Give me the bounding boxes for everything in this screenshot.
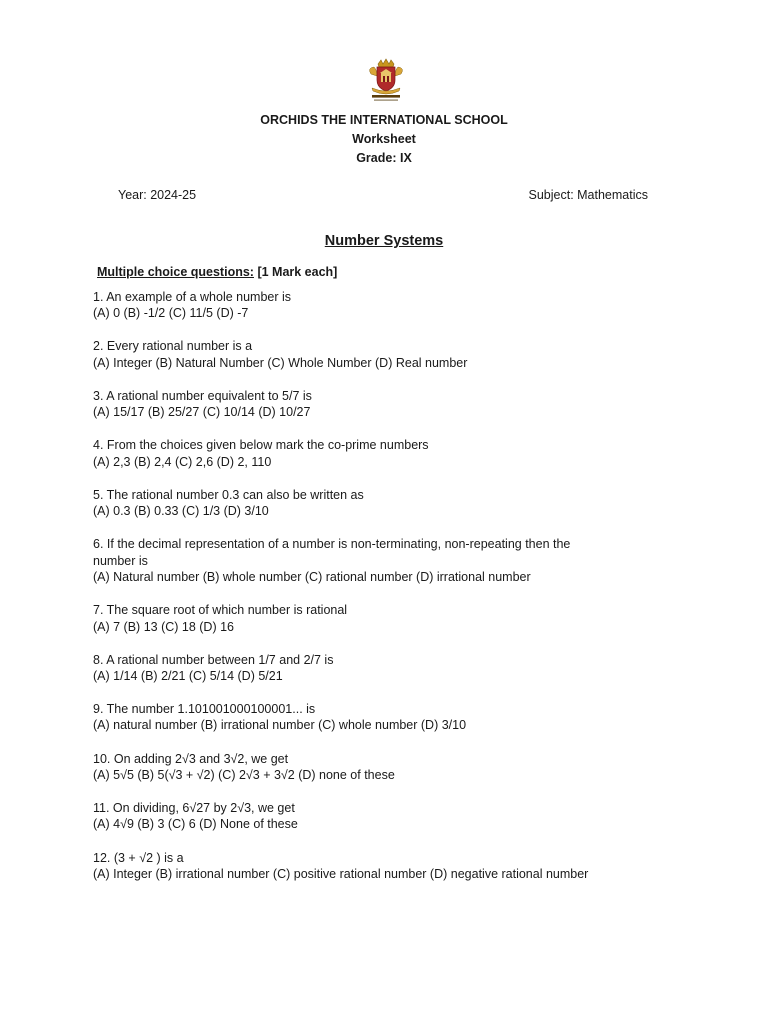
question-stem: 12. (3 + √2 ) is a: [93, 850, 184, 865]
question-stem: 9. The number 1.101001000100001... is: [93, 702, 316, 717]
page-title-text: Number Systems: [324, 233, 444, 249]
question-stem: 10. On adding 2√3 and 3√2, we get: [93, 751, 289, 766]
question-stem: 6. If the decimal representation of a number is non-terminating, non-repeating then the number is: [93, 537, 571, 568]
question-item: [93, 388, 613, 421]
question-stem: 8. A rational number between 1/7 and 2/7 is: [93, 652, 334, 667]
question-stem: 2. Every rational number is a: [93, 339, 253, 354]
subject-label: Subject: Mathematics: [528, 188, 648, 202]
question-item: [93, 602, 613, 635]
question-stem: 1. An example of a whole number is: [93, 290, 292, 304]
question-item: [93, 800, 613, 833]
academic-year: Year: 2024-25: [118, 188, 197, 202]
question-options: (A) 2,3 (B) 2,4 (C) 2,6 (D) 2, 110: [93, 454, 272, 469]
question-options: (A) Integer (B) irrational number (C) positive rational number (D) negative rational number: [93, 866, 589, 881]
question-options: (A) 0.3 (B) 0.33 (C) 1/3 (D) 3/10: [93, 504, 269, 519]
question-list: [93, 289, 613, 899]
question-item: [93, 751, 613, 784]
school-name: ORCHIDS THE INTERNATIONAL SCHOOL: [260, 113, 508, 127]
question-item: [93, 289, 613, 322]
question-item: [93, 701, 613, 734]
question-options: (A) 0 (B) -1/2 (C) 11/5 (D) -7: [93, 306, 249, 321]
section-label: Multiple choice questions:: [97, 265, 254, 279]
question-options: (A) 15/17 (B) 25/27 (C) 10/14 (D) 10/27: [93, 405, 311, 420]
question-item: [93, 850, 613, 883]
question-stem: 11. On dividing, 6√27 by 2√3, we get: [93, 801, 295, 816]
section-heading: [97, 264, 337, 280]
grade-label: Grade: IX: [356, 151, 412, 165]
question-item: [93, 487, 613, 520]
question-options: (A) Integer (B) Natural Number (C) Whole Number (D) Real number: [93, 355, 468, 370]
question-options: (A) 5√5 (B) 5(√3 + √2) (C) 2√3 + 3√2 (D) none of these: [93, 767, 395, 782]
question-stem: 7. The square root of which number is rational: [93, 603, 348, 618]
question-options: (A) 4√9 (B) 3 (C) 6 (D) None of these: [93, 817, 298, 832]
question-item: [93, 536, 613, 585]
document-type: Worksheet: [352, 132, 416, 146]
question-options: (A) natural number (B) irrational number (C) whole number (D) 3/10: [93, 718, 467, 733]
page-title: [0, 232, 768, 250]
orchids-school-crest-icon: [363, 58, 409, 104]
question-item: [93, 652, 613, 685]
question-stem: 5. The rational number 0.3 can also be written as: [93, 487, 364, 502]
question-stem: 4. From the choices given below mark the co-prime numbers: [93, 438, 429, 453]
question-options: (A) 7 (B) 13 (C) 18 (D) 16: [93, 619, 235, 634]
question-item: [93, 338, 613, 371]
question-item: [93, 437, 613, 470]
section-marks: [1 Mark each]: [253, 265, 338, 279]
question-options: (A) Natural number (B) whole number (C) rational number (D) irrational number: [93, 570, 531, 585]
question-stem: 3. A rational number equivalent to 5/7 is: [93, 388, 312, 403]
question-options: (A) 1/14 (B) 2/21 (C) 5/14 (D) 5/21: [93, 668, 283, 683]
